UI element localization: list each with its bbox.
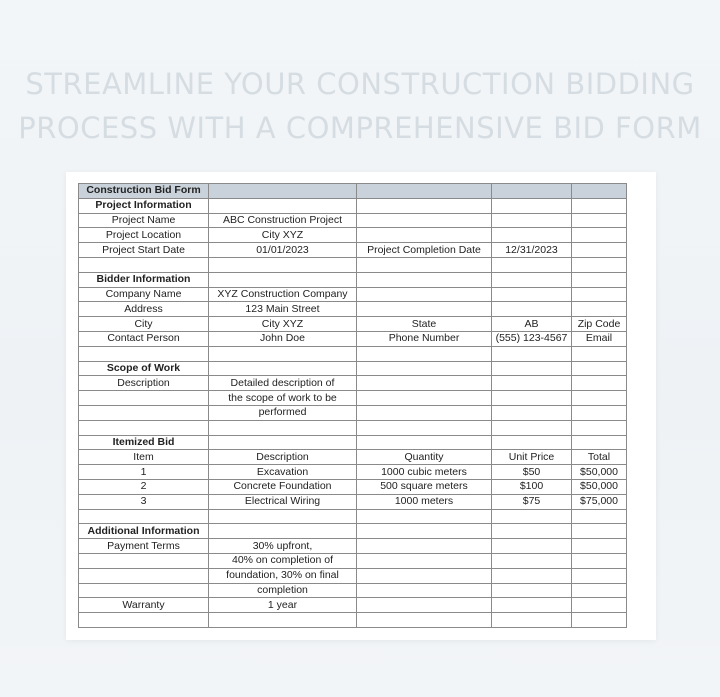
table-row <box>79 479 627 494</box>
table-row <box>79 257 627 272</box>
column-header: Unit Price <box>492 450 572 465</box>
table-row <box>79 302 627 317</box>
cell-value: Excavation <box>209 465 357 480</box>
column-header: Quantity <box>357 450 492 465</box>
cell-label: Address <box>79 302 209 317</box>
table-row <box>79 524 627 539</box>
table-row <box>79 198 627 213</box>
banner-heading <box>0 62 720 150</box>
table-row <box>79 568 627 583</box>
cell-value: 3 <box>79 494 209 509</box>
table-row <box>79 331 627 346</box>
cell-label: Email <box>572 331 627 346</box>
table-row <box>79 243 627 258</box>
cell-label: Project Completion Date <box>357 243 492 258</box>
spreadsheet-preview <box>66 172 656 640</box>
table-row <box>79 361 627 376</box>
cell-value: $100 <box>492 479 572 494</box>
table-row <box>79 598 627 613</box>
section-heading-scope: Scope of Work <box>79 361 209 376</box>
cell-value: foundation, 30% on final <box>209 568 357 583</box>
cell-label: Project Location <box>79 228 209 243</box>
cell-value: completion <box>209 583 357 598</box>
cell-value: $50,000 <box>572 479 627 494</box>
table-row <box>79 435 627 450</box>
cell-value: Electrical Wiring <box>209 494 357 509</box>
table-row <box>79 465 627 480</box>
cell-value: AB <box>492 317 572 332</box>
column-header: Item <box>79 450 209 465</box>
cell-value: performed <box>209 405 357 420</box>
cell-label: Project Start Date <box>79 243 209 258</box>
cell-label: Project Name <box>79 213 209 228</box>
cell-value: 12/31/2023 <box>492 243 572 258</box>
cell-label: Zip Code <box>572 317 627 332</box>
section-heading-bidder: Bidder Information <box>79 272 209 287</box>
cell-label: Description <box>79 376 209 391</box>
cell-value: $50 <box>492 465 572 480</box>
column-header: Total <box>572 450 627 465</box>
cell-value: 40% on completion of <box>209 553 357 568</box>
table-row <box>79 317 627 332</box>
table-row <box>79 420 627 435</box>
cell-value: Concrete Foundation <box>209 479 357 494</box>
table-row <box>79 213 627 228</box>
cell-label: Phone Number <box>357 331 492 346</box>
cell-value: $50,000 <box>572 465 627 480</box>
table-row <box>79 228 627 243</box>
cell-value: ABC Construction Project <box>209 213 357 228</box>
section-heading-additional: Additional Information <box>79 524 209 539</box>
table-row <box>79 539 627 554</box>
cell-value: (555) 123-4567 <box>492 331 572 346</box>
cell-value: City XYZ <box>209 228 357 243</box>
cell-value: 500 square meters <box>357 479 492 494</box>
section-heading-project: Project Information <box>79 198 209 213</box>
cell-label: City <box>79 317 209 332</box>
table-row <box>79 287 627 302</box>
cell-value: $75 <box>492 494 572 509</box>
table-row <box>79 376 627 391</box>
cell-label: Contact Person <box>79 331 209 346</box>
column-header: Description <box>209 450 357 465</box>
table-row <box>79 494 627 509</box>
cell-value: the scope of work to be <box>209 391 357 406</box>
cell-value: 2 <box>79 479 209 494</box>
table-row <box>79 405 627 420</box>
bid-form-table <box>78 183 627 628</box>
cell-value: 1000 cubic meters <box>357 465 492 480</box>
cell-label: Payment Terms <box>79 539 209 554</box>
cell-value: 123 Main Street <box>209 302 357 317</box>
cell-value: 1 <box>79 465 209 480</box>
cell-value: XYZ Construction Company <box>209 287 357 302</box>
table-row <box>79 272 627 287</box>
table-row <box>79 391 627 406</box>
cell-value: 30% upfront, <box>209 539 357 554</box>
cell-label: Company Name <box>79 287 209 302</box>
table-row <box>79 583 627 598</box>
table-row <box>79 450 627 465</box>
cell-value: John Doe <box>209 331 357 346</box>
cell-label: Warranty <box>79 598 209 613</box>
cell-value: 1000 meters <box>357 494 492 509</box>
banner-line-1: STREAMLINE YOUR CONSTRUCTION BIDDING <box>25 67 695 101</box>
cell-value: 01/01/2023 <box>209 243 357 258</box>
table-row <box>79 553 627 568</box>
cell-value: $75,000 <box>572 494 627 509</box>
cell-value: 1 year <box>209 598 357 613</box>
table-row <box>79 184 627 199</box>
table-row <box>79 346 627 361</box>
cell-label: State <box>357 317 492 332</box>
table-row <box>79 509 627 524</box>
section-heading-itemized: Itemized Bid <box>79 435 209 450</box>
banner-line-2: PROCESS WITH A COMPREHENSIVE BID FORM <box>18 111 702 145</box>
form-title: Construction Bid Form <box>79 184 209 199</box>
cell-value: Detailed description of <box>209 376 357 391</box>
table-row <box>79 613 627 628</box>
cell-value: City XYZ <box>209 317 357 332</box>
